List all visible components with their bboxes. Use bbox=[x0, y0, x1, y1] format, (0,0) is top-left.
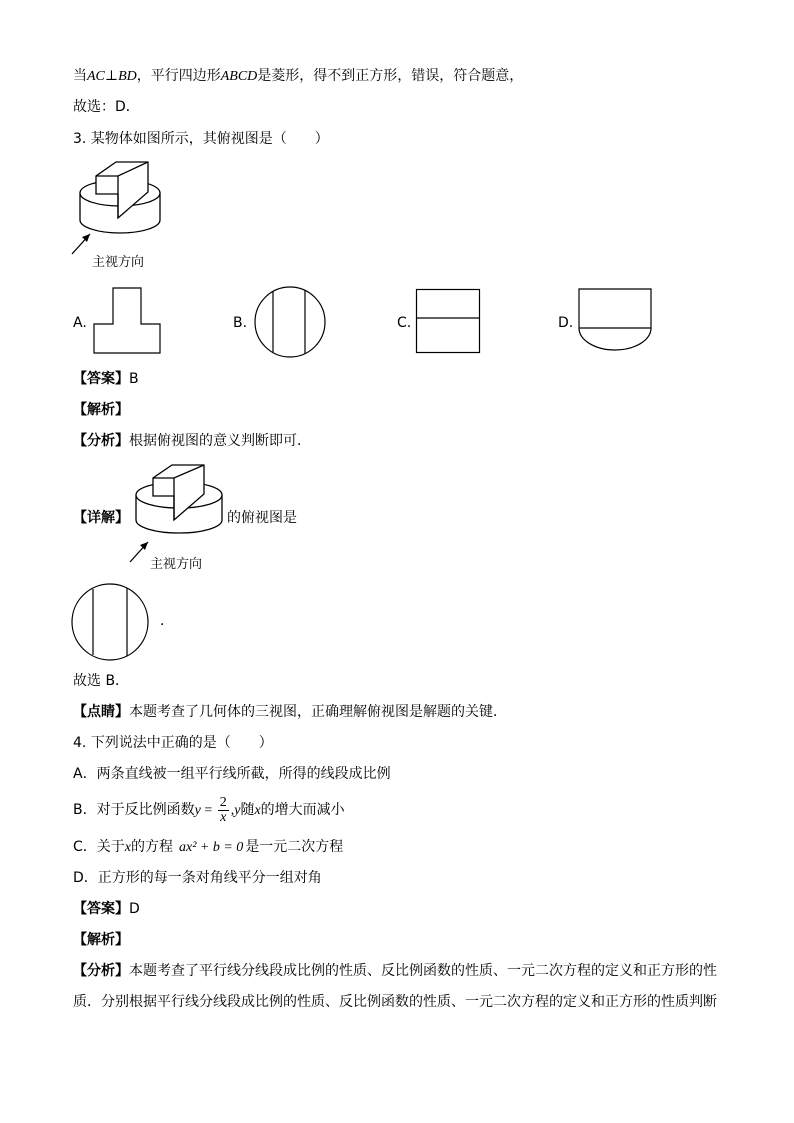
q3-option-d-label: D. bbox=[558, 315, 574, 331]
intro-line-1 bbox=[73, 67, 523, 86]
q4-c-pre: C．关于 bbox=[73, 839, 125, 855]
q4-fenxi-line-2: 质．分别根据平行线分线段成比例的性质、反比例函数的性质、一元二次方程的定义和正方形的性质判断 bbox=[73, 994, 717, 1010]
q3-fenxi bbox=[73, 432, 311, 450]
q4-fenxi-text-1: 本题考查了平行线分线段成比例的性质、反比例函数的性质、一元二次方程的定义和正方形的性 bbox=[129, 963, 717, 979]
q3-solid-figure bbox=[68, 158, 178, 268]
q3-option-c-figure bbox=[416, 289, 480, 353]
q4-analysis-tag: 【解析】 bbox=[73, 932, 129, 948]
q4-b-eq: = bbox=[200, 803, 216, 818]
q3-result-period: ． bbox=[160, 613, 174, 629]
q3-result-top-view bbox=[71, 583, 149, 661]
q3-option-a-figure bbox=[93, 288, 161, 354]
q3-xiangjie-after: 的俯视图是 bbox=[227, 510, 297, 526]
q3-answer bbox=[73, 370, 139, 388]
q3-option-a-label: A. bbox=[73, 315, 87, 331]
q4-c-x: x bbox=[124, 840, 131, 855]
q4-b-post2: 的增大而减小 bbox=[260, 802, 345, 818]
q3-fenxi-tag: 【分析】 bbox=[73, 433, 129, 449]
q4-option-d: D．正方形的每一条对角线平分一组对角 bbox=[73, 870, 322, 886]
q4-stem: 4. 下列说法中正确的是（ ） bbox=[73, 735, 273, 751]
q4-b-y: y bbox=[194, 803, 201, 818]
q3-xiangjie-tag: 【详解】 bbox=[73, 510, 129, 526]
q4-c-equation: ax² + b = 0 bbox=[179, 840, 244, 855]
q3-option-b-label: B. bbox=[233, 315, 248, 331]
q4-fenxi-line-1 bbox=[73, 962, 717, 980]
intro-post: 是菱形，得不到正方形，错误，符合题意， bbox=[257, 68, 524, 84]
q3-option-b-figure bbox=[254, 286, 326, 358]
q3-analysis-tag: 【解析】 bbox=[73, 402, 129, 418]
intro-pre: 当 bbox=[73, 68, 87, 84]
q4-b-pre: B．对于反比例函数 bbox=[73, 802, 195, 818]
q4-b-fraction bbox=[218, 796, 229, 825]
q3-option-c-label: C. bbox=[397, 315, 412, 331]
q3-fenxi-text: 根据俯视图的意义判断即可． bbox=[129, 433, 311, 449]
q4-b-post1: 随 bbox=[240, 802, 255, 818]
q4-answer bbox=[73, 900, 140, 918]
q3-conclusion: 故选 B． bbox=[73, 673, 130, 689]
q3-dianjing bbox=[73, 703, 507, 721]
intro-perp: ⊥ bbox=[104, 69, 119, 84]
q4-fenxi-tag: 【分析】 bbox=[73, 963, 129, 979]
intro-abcd: ABCD bbox=[220, 69, 258, 84]
intro-mid: ，平行四边形 bbox=[136, 68, 221, 84]
q4-c-post: 是一元二次方程 bbox=[245, 839, 344, 855]
q3-dianjing-text: 本题考查了几何体的三视图，正确理解俯视图是解题的关键． bbox=[129, 704, 507, 720]
q4-b-y2: y bbox=[234, 803, 241, 818]
q3-figure-caption: 主视方向 bbox=[92, 255, 145, 270]
q4-option-b bbox=[73, 792, 345, 829]
q3-solution-solid-figure bbox=[128, 462, 238, 574]
q3-option-d-figure bbox=[578, 289, 652, 351]
q3-dianjing-tag: 【点睛】 bbox=[73, 704, 129, 720]
q3-stem: 3. 某物体如图所示，其俯视图是（ ） bbox=[73, 131, 329, 147]
q3-answer-tag: 【答案】 bbox=[73, 371, 129, 387]
q4-b-mid: , bbox=[230, 803, 235, 818]
q4-b-x: x bbox=[254, 803, 261, 818]
q4-answer-value: D bbox=[129, 901, 140, 917]
intro-bd: BD bbox=[118, 69, 137, 84]
q4-b-num: 2 bbox=[219, 794, 227, 810]
q3-solution-caption: 主视方向 bbox=[150, 557, 203, 572]
q3-answer-value: B bbox=[129, 371, 139, 387]
q4-c-mid: 的方程 bbox=[131, 839, 173, 855]
q4-option-a: A．两条直线被一组平行线所截，所得的线段成比例 bbox=[73, 766, 391, 782]
intro-ac: AC bbox=[87, 69, 105, 84]
q4-option-c bbox=[73, 838, 343, 857]
q4-answer-tag: 【答案】 bbox=[73, 901, 129, 917]
q4-b-den: x bbox=[220, 809, 227, 825]
intro-line-2: 故选：D． bbox=[73, 99, 140, 115]
